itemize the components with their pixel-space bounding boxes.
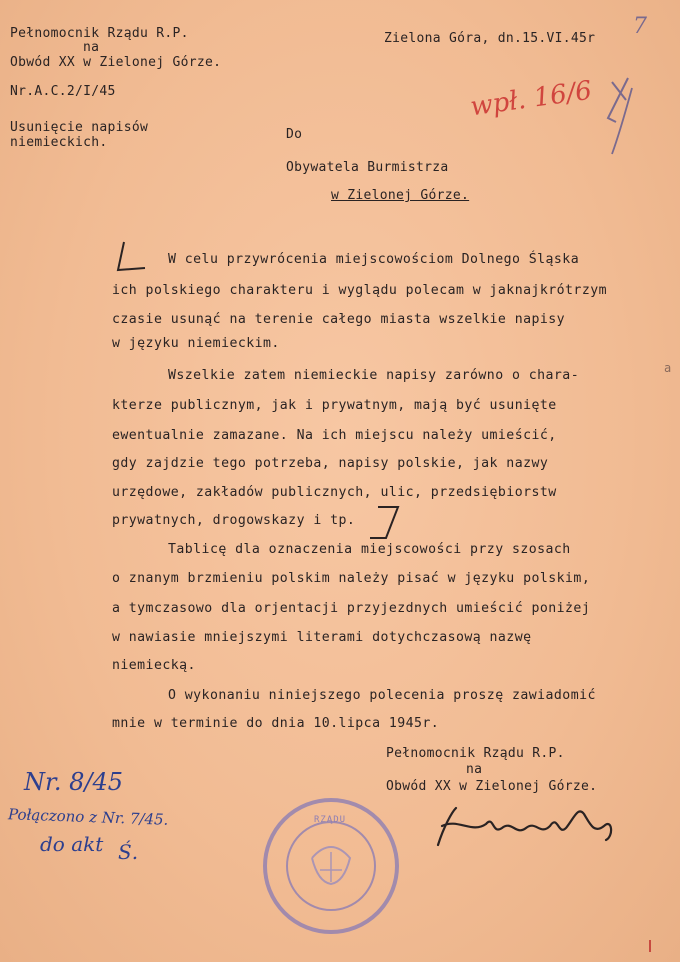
signature-line-2: na	[466, 762, 483, 777]
signature-line-1: Pełnomocnik Rządu R.P.	[386, 746, 565, 761]
reference-number: Nr.A.C.2/I/45	[10, 84, 116, 99]
closing-bracket-mark	[370, 507, 398, 538]
authority-line-3: Obwód XX w Zielonej Górze.	[10, 55, 222, 70]
handwritten-signature	[438, 808, 611, 845]
handwritten-merged-note: Połączono z Nr. 7/45.	[7, 805, 169, 829]
body-line: o znanym brzmieniu polskim należy pisać w języku polskim,	[112, 571, 591, 586]
margin-mark: a	[664, 361, 672, 375]
place-and-date: Zielona Góra, dn.15.VI.45r	[384, 31, 596, 46]
body-line: O wykonaniu niniejszego polecenia proszę zawiadomić	[168, 688, 596, 703]
stamp-text: RZĄDU	[314, 815, 347, 825]
addressee-to: Do	[286, 127, 303, 142]
body-line: mnie w terminie do dnia 10.lipca 1945r.	[112, 716, 440, 731]
handwritten-number: Nr. 8/45	[24, 768, 123, 796]
body-line: a tymczasowo dla orjentacji przyjezdnych umieścić poniżej	[112, 601, 591, 616]
body-line: czasie usunąć na terenie całego miasta wszelkie napisy	[112, 312, 566, 327]
handwritten-initials: Ś.	[118, 840, 139, 864]
body-line: gdy zajdzie tego potrzeba, napisy polskie, jak nazwy	[112, 456, 549, 471]
opening-bracket-mark	[118, 242, 145, 270]
body-line: w języku niemieckim.	[112, 336, 280, 351]
body-line: urzędowe, zakładów publicznych, ulic, przedsiębiorstw	[112, 485, 557, 500]
addressee-name: Obywatela Burmistrza	[286, 160, 449, 175]
addressee-place: w Zielonej Górze.	[331, 188, 470, 203]
handwritten-to-file: do akt	[40, 832, 104, 856]
subject-line-2: niemieckich.	[10, 135, 108, 150]
body-line: kterze publicznym, jak i prywatnym, mają być usunięte	[112, 398, 557, 413]
body-line: ewentualnie zamazane. Na ich miejscu należy umieścić,	[112, 428, 557, 443]
signature-line-3: Obwód XX w Zielonej Górze.	[386, 779, 598, 794]
received-stamp-note: wpł. 16/6	[468, 75, 594, 123]
body-line: niemiecką.	[112, 658, 196, 673]
body-line: prywatnych, drogowskazy i tp.	[112, 513, 356, 528]
body-line: Wszelkie zatem niemieckie napisy zarówno o chara-	[168, 368, 580, 383]
page-number: 7	[633, 14, 647, 39]
authority-line-2: na	[83, 40, 100, 55]
subject-line-1: Usunięcie napisów	[10, 120, 149, 135]
body-line: W celu przywrócenia miejscowościom Dolnego Śląska	[168, 252, 580, 267]
body-line: Tablicę dla oznaczenia miejscowości przy szosach	[168, 542, 571, 557]
authority-line-1: Pełnomocnik Rządu R.P.	[10, 26, 189, 41]
body-line: ich polskiego charakteru i wyglądu polecam w jaknajkrótrzym	[112, 283, 607, 298]
body-line: w nawiasie mniejszymi literami dotychczasową nazwę	[112, 630, 532, 645]
